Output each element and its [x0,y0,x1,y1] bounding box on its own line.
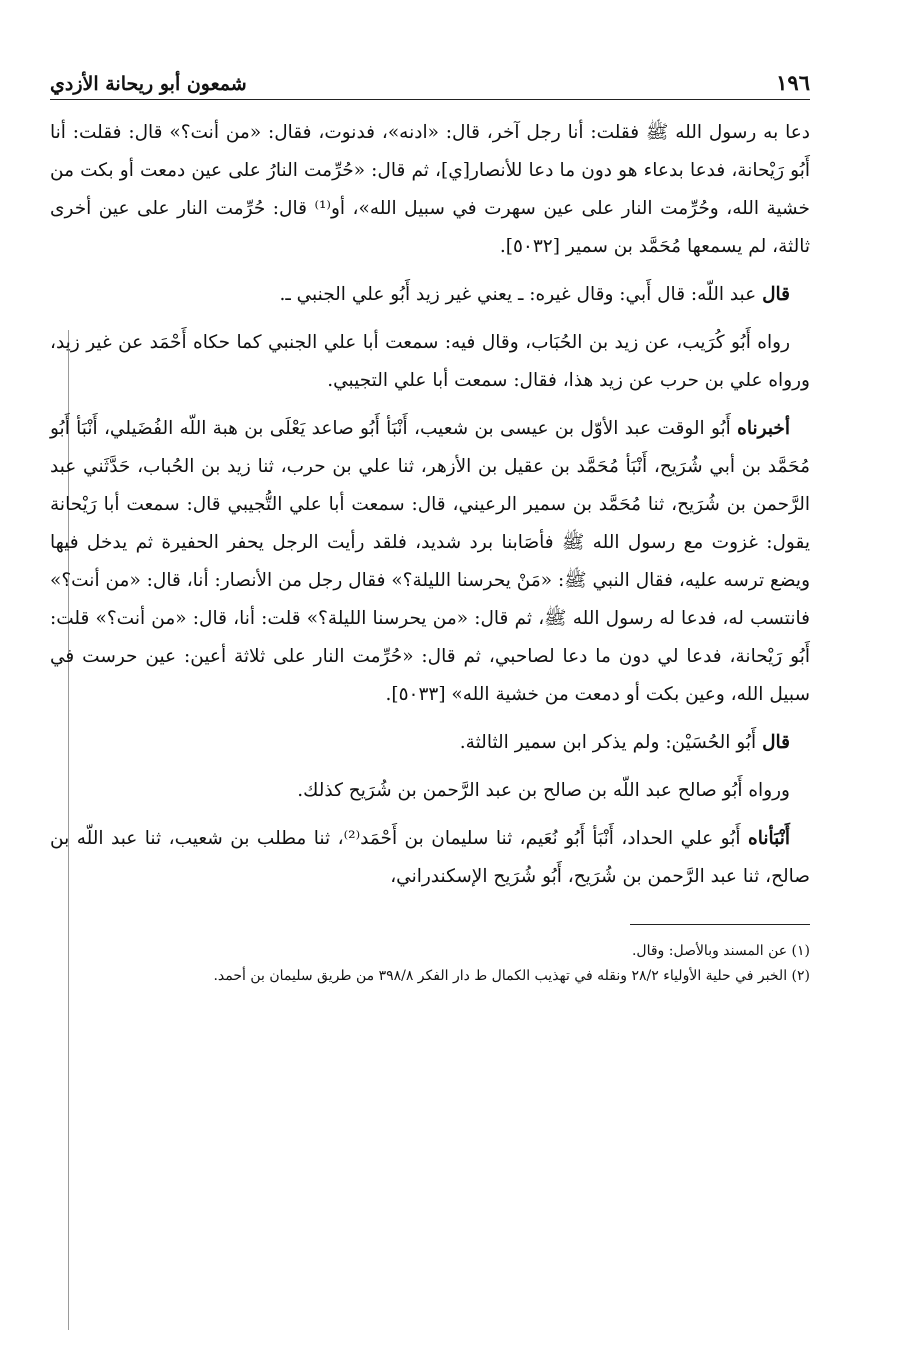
paragraph-text: رواه أَبُو كُرَيب، عن زيد بن الحُبَاب، وقال فيه: سمعت أبا علي الجنبي كما حكاه أَحْمَد عن غير زيد، ورواه علي بن حرب عن زيد هذا، فقال: سمعت أبا علي التجيبي. [50,332,810,391]
paragraph-text: أَبُو الحُسَيْن: ولم يذكر ابن سمير الثالثة. [459,732,757,753]
paragraph-keyword: قال [762,284,790,305]
paragraph [50,324,810,400]
footnote: (١) عن المسند وبالأصل: وقال. [631,943,810,959]
paragraph-keyword: أخبرناه [737,418,790,439]
page-body [50,114,810,896]
page-header [50,55,810,100]
paragraph-keyword: أَنْبَأناه [748,828,790,849]
footnotes [50,939,810,989]
footnote: (٢) الخبر في حلية الأولياء ٢٨/٢ ونقله في تهذيب الكمال ط دار الفكر ٣٩٨/٨ من طريق سليمان بن أحمد. [213,968,810,984]
paragraph-text: ورواه أَبُو صالح عبد اللّه بن صالح بن عبد الرَّحمن بن شُرَيح كذلك. [297,780,790,801]
paragraph [50,114,810,266]
paragraph-text: عبد اللّه: قال أَبي: وقال غيره: ـ يعني غير زيد أَبُو علي الجنبي ـ. [279,284,757,305]
paragraph [50,276,810,314]
book-page [50,55,810,1325]
paragraph-text: دعا به رسول الله ﷺ فقلت: أنا رجل آخر، قال: «ادنه»، فدنوت، فقال: «من أنت؟» قال: فقلت: أنا أَبُو رَيْحانة، فدعا بدعاء هو دون ما دعا للأنصار[ي]، ثم قال: «حُرِّمت النارُ على عين دمعت أو بكت من خشية الله، وحُرِّمت النار على عين سهرت في سبيل الله»، أو⁽¹⁾ قال: حُرِّمت النار على عين أخرى ثالثة، لم يسمعها مُحَمَّد بن سمير [٥٠٣٢]. [50,122,810,257]
running-title: شمعون أبو ريحانة الأزدي [50,73,247,95]
paragraph-text: أَبُو الوقت عبد الأوّل بن عيسى بن شعيب، أَنْبَأ أَبُو صاعد يَعْلَى بن هبة اللّه الفُضَيلي، أَنْبَأ أَبُو مُحَمَّد بن أبي شُرَيح، أَنْبَأ مُحَمَّد بن عقيل بن الأزهر، ثنا علي بن حرب، ثنا زيد بن الحُباب، حَدَّثَني عبد الرَّحمن بن شُرَيح، ثنا مُحَمَّد بن سمير الرعيني، قال: سمعت أبا علي التُّجيبي قال: سمعت أبا رَيْحانة يقول: غزوت مع رسول الله ﷺ فأصَابنا برد شديد، فلقد رأيت الرجل يحفر الحفيرة ثم يدخل فيها ويضع ترسه عليه، فقال النبي ﷺ: «مَنْ يحرسنا الليلة؟» فقال رجل من الأنصار: أنا، قال: «من أنت؟» فانتسب له، فدعا له رسول الله ﷺ، ثم قال: «من يحرسنا الليلة؟» قلت: أنا، قال: «من أنت؟» قلت: أَبُو رَيْحانة، فدعا لي دون ما دعا لصاحبي، ثم قال: «حُرِّمت النار على ثلاثة أعين: عين حرست في سبيل الله، وعين بكت أو دمعت من خشية الله» [٥٠٣٣]. [50,418,810,705]
paragraph [50,410,810,714]
paragraph [50,820,810,896]
paragraph-text: أَبُو علي الحداد، أَنْبَأ أَبُو نُعَيم، ثنا سليمان بن أَحْمَد⁽²⁾، ثنا مطلب بن شعيب، ثنا عبد اللّه بن صالح، ثنا عبد الرَّحمن بن شُرَيح، أَبُو شُرَيح الإسكندراني، [50,828,810,887]
footnote-separator [630,924,810,925]
paragraph [50,724,810,762]
paragraph-keyword: قال [762,732,790,753]
paragraph [50,772,810,810]
page-number: ١٩٦ [776,70,810,95]
